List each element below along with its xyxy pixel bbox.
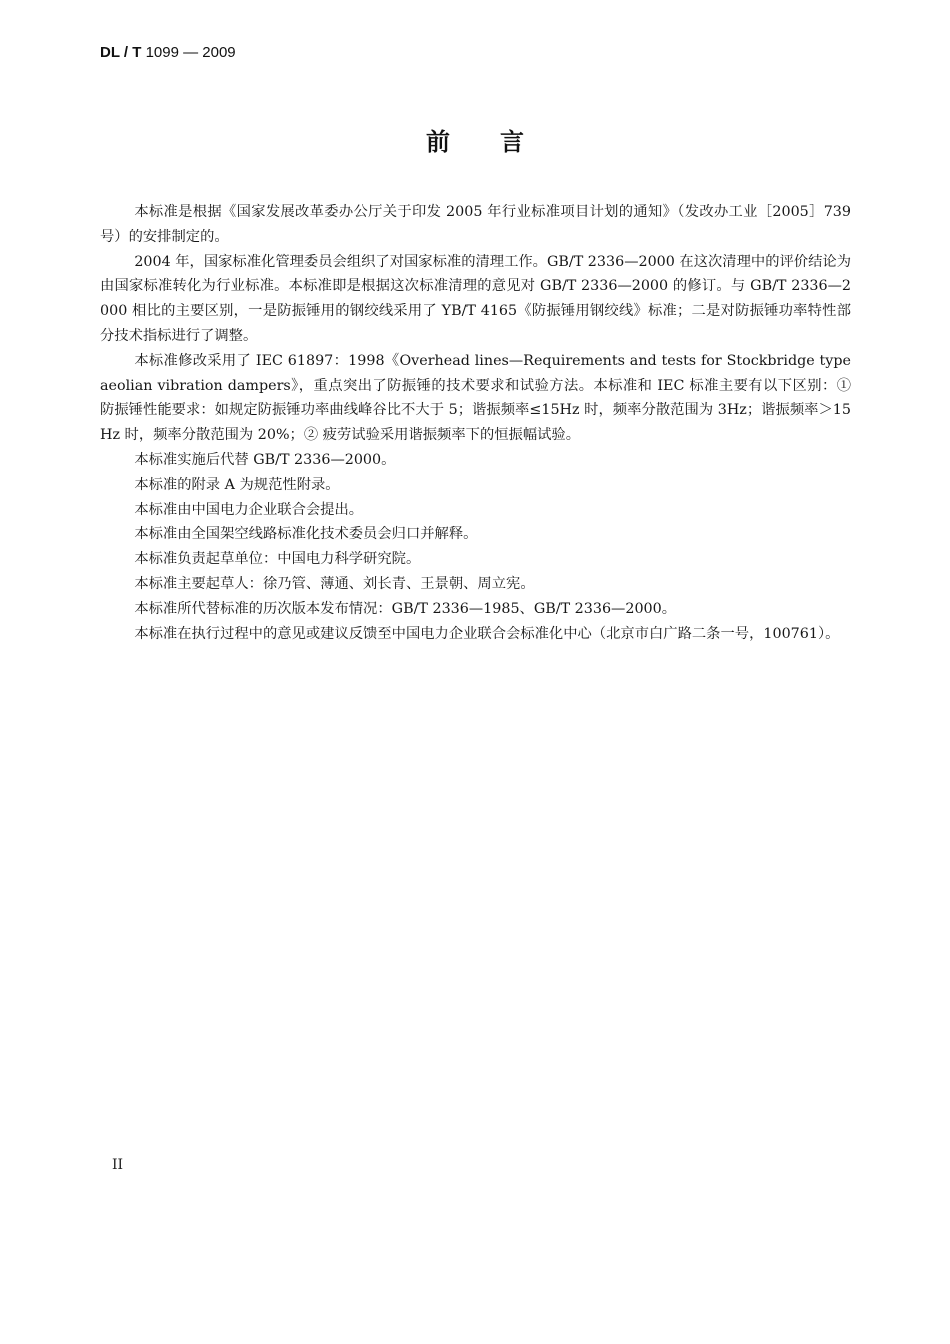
title-char-1: 前 (426, 128, 450, 156)
paragraph: 本标准由全国架空线路标准化技术委员会归口并解释。 (134, 526, 478, 543)
standard-number: 1099 — 2009 (145, 44, 236, 61)
page-number: II (112, 1157, 124, 1173)
paragraph: 2004 年，国家标准化管理委员会组织了对国家标准的清理工作。GB/T 2336—2000 在这次清理中的评价结论为由国家标准转化为行业标准。本标准即是根据这次标准清理的意见对 GB/T 2336—2000 的修订。与 GB/T 2336—2000 相比的主要区别，一是防振锤用的钢绞线采用了 YB/T 4165《防振锤用钢绞线》标准；二是对防振锤功率特性部分技术指标进行了调整。 (100, 253, 851, 344)
paragraph: 本标准负责起草单位：中国电力科学研究院。 (134, 551, 421, 568)
paragraph: 本标准在执行过程中的意见或建议反馈至中国电力企业联合会标准化中心（北京市白广路二条一号，100761）。 (134, 625, 840, 642)
paragraph: 本标准由中国电力企业联合会提出。 (134, 501, 364, 518)
standard-prefix: DL / T (100, 44, 142, 61)
standard-code-header (100, 44, 236, 61)
paragraph: 本标准的附录 A 为规范性附录。 (134, 476, 340, 493)
paragraph: 本标准修改采用了 IEC 61897：1998《Overhead lines—Requirements and tests for Stockbridge type aeolian vibration dampers》，重点突出了防振锤的技术要求和试验方法。本标准和 IEC 标准主要有以下区别：① 防振锤性能要求：如规定防振锤功率曲线峰谷比不大于 5；谐振频率≤15Hz 时，频率分散范围为 3Hz；谐振频率＞15Hz 时，频率分散范围为 20%；② 疲劳试验采用谐振频率下的恒振幅试验。 (100, 352, 851, 444)
paragraph: 本标准是根据《国家发展改革委办公厅关于印发 2005 年行业标准项目计划的通知》（发改办工业［2005］739 号）的安排制定的。 (100, 204, 851, 245)
title-char-2: 言 (500, 128, 524, 156)
page-title (0, 122, 950, 157)
foreword-body (100, 200, 851, 646)
paragraph: 本标准所代替标准的历次版本发布情况：GB/T 2336—1985、GB/T 2336—2000。 (134, 600, 677, 617)
paragraph: 本标准主要起草人：徐乃管、薄通、刘长青、王景朝、周立宪。 (134, 575, 535, 592)
paragraph: 本标准实施后代替 GB/T 2336—2000。 (134, 451, 396, 468)
